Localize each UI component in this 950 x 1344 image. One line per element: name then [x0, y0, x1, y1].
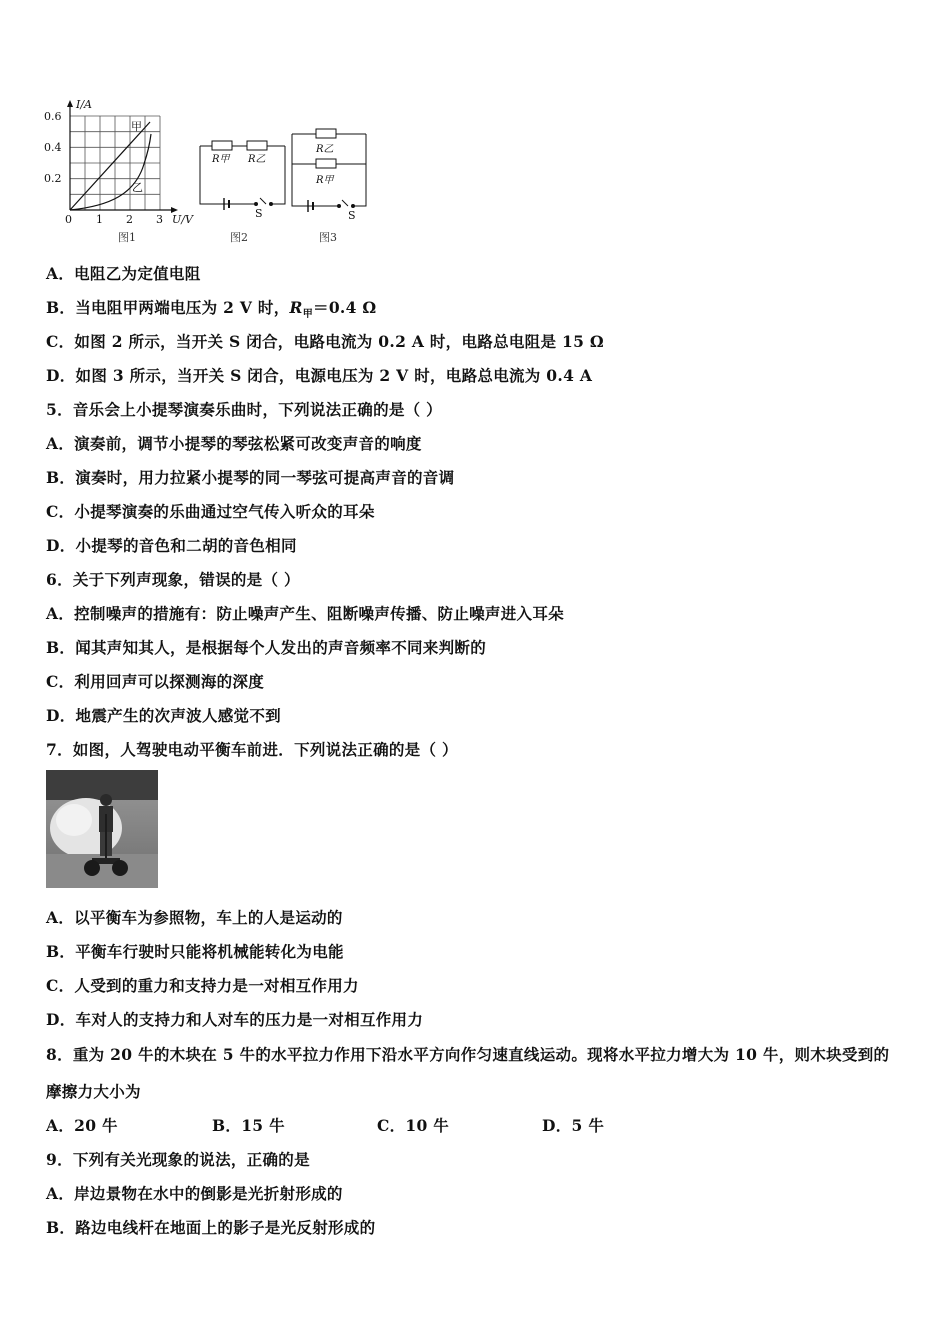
q8-stem-line-2: 摩擦力大小为 [46, 1082, 141, 1101]
switch-label: S [255, 207, 263, 220]
figure-1-caption: 图1 [118, 231, 136, 244]
q7-option-d: D．车对人的支持力和人对车的压力是一对相互作用力 [46, 1010, 424, 1029]
q9-option-b: B．路边电线杆在地面上的影子是光反射形成的 [46, 1218, 376, 1237]
q5-option-c: C．小提琴演奏的乐曲通过空气传入听众的耳朵 [46, 502, 375, 521]
circuit-figures [40, 94, 380, 249]
y-tick: 0.6 [44, 110, 62, 123]
q7-option-c: C．人受到的重力和支持力是一对相互作用力 [46, 976, 359, 995]
resistor-label: R甲 [316, 175, 334, 186]
curve-yi [70, 134, 151, 210]
resistance-subscript: 甲 [302, 309, 314, 321]
q7-option-a: A．以平衡车为参照物，车上的人是运动的 [46, 908, 343, 927]
figure-3-caption: 图3 [319, 231, 337, 244]
figure-2-caption: 图2 [230, 231, 248, 244]
resistor-label: R乙 [316, 144, 334, 155]
q4-option-b-text: B．当电阻甲两端电压为 2 V 时， [46, 298, 290, 317]
q8-option-d: D．5 牛 [542, 1116, 605, 1135]
q5-stem: 5．音乐会上小提琴演奏乐曲时，下列说法正确的是（ ） [46, 400, 442, 419]
q8-options [46, 1114, 646, 1134]
q4-option-b-value: ＝0.4 Ω [313, 298, 377, 317]
q6-option-d: D．地震产生的次声波人感觉不到 [46, 706, 281, 725]
q6-stem: 6．关于下列声现象，错误的是（ ） [46, 570, 300, 589]
figure-3-parallel-circuit [292, 129, 366, 212]
q9-stem: 9．下列有关光现象的说法，正确的是 [46, 1150, 310, 1169]
curve-jia-label: 甲 [131, 120, 142, 133]
q7-stem: 7．如图，人驾驶电动平衡车前进．下列说法正确的是（ ） [46, 740, 458, 759]
q4-option-b [46, 296, 376, 320]
q8-stem-line-1: 8．重为 20 牛的木块在 5 牛的水平拉力作用下沿水平方向作匀速直线运动。现将水平拉力增大为 10 牛，则木块受到的 [46, 1045, 890, 1064]
switch-label: S [348, 209, 356, 222]
q8-option-c: C．10 牛 [377, 1116, 450, 1135]
curve-yi-label: 乙 [132, 181, 143, 194]
q4-option-c: C．如图 2 所示，当开关 S 闭合，电路电流为 0.2 A 时，电路总电阻是 15 Ω [46, 332, 604, 351]
figure-2-series-circuit [200, 141, 285, 210]
figure-1-iu-graph [67, 100, 178, 213]
resistor-label: R甲 [212, 154, 230, 165]
curve-jia [70, 122, 150, 210]
q6-option-b: B．闻其声知其人，是根据每个人发出的声音频率不同来判断的 [46, 638, 487, 657]
resistor-label: R乙 [248, 154, 266, 165]
q5-option-b: B．演奏时，用力拉紧小提琴的同一琴弦可提高声音的音调 [46, 468, 455, 487]
y-tick: 0.2 [44, 172, 62, 185]
q5-option-d: D．小提琴的音色和二胡的音色相同 [46, 536, 297, 555]
q6-option-c: C．利用回声可以探测海的深度 [46, 672, 265, 691]
q4-option-a: A．电阻乙为定值电阻 [46, 264, 201, 283]
q5-option-a: A．演奏前，调节小提琴的琴弦松紧可改变声音的响度 [46, 434, 422, 453]
y-tick: 0.4 [44, 141, 62, 154]
x-axis-label: U/V [172, 213, 193, 226]
x-tick: 1 [96, 213, 103, 226]
y-axis-label: I/A [76, 98, 92, 111]
resistance-symbol: R [289, 298, 303, 317]
x-tick: 0 [65, 213, 72, 226]
q7-option-b: B．平衡车行驶时只能将机械能转化为电能 [46, 942, 344, 961]
x-tick: 3 [156, 213, 163, 226]
x-tick: 2 [126, 213, 133, 226]
q8-option-b: B．15 牛 [212, 1116, 285, 1135]
q9-option-a: A．岸边景物在水中的倒影是光折射形成的 [46, 1184, 343, 1203]
q6-option-a: A．控制噪声的措施有：防止噪声产生、阻断噪声传播、防止噪声进入耳朵 [46, 604, 564, 623]
q8-option-a: A．20 牛 [46, 1116, 118, 1135]
balance-scooter-photo [46, 770, 158, 888]
q4-option-d: D．如图 3 所示，当开关 S 闭合，电源电压为 2 V 时，电路总电流为 0.4 A [46, 366, 593, 385]
